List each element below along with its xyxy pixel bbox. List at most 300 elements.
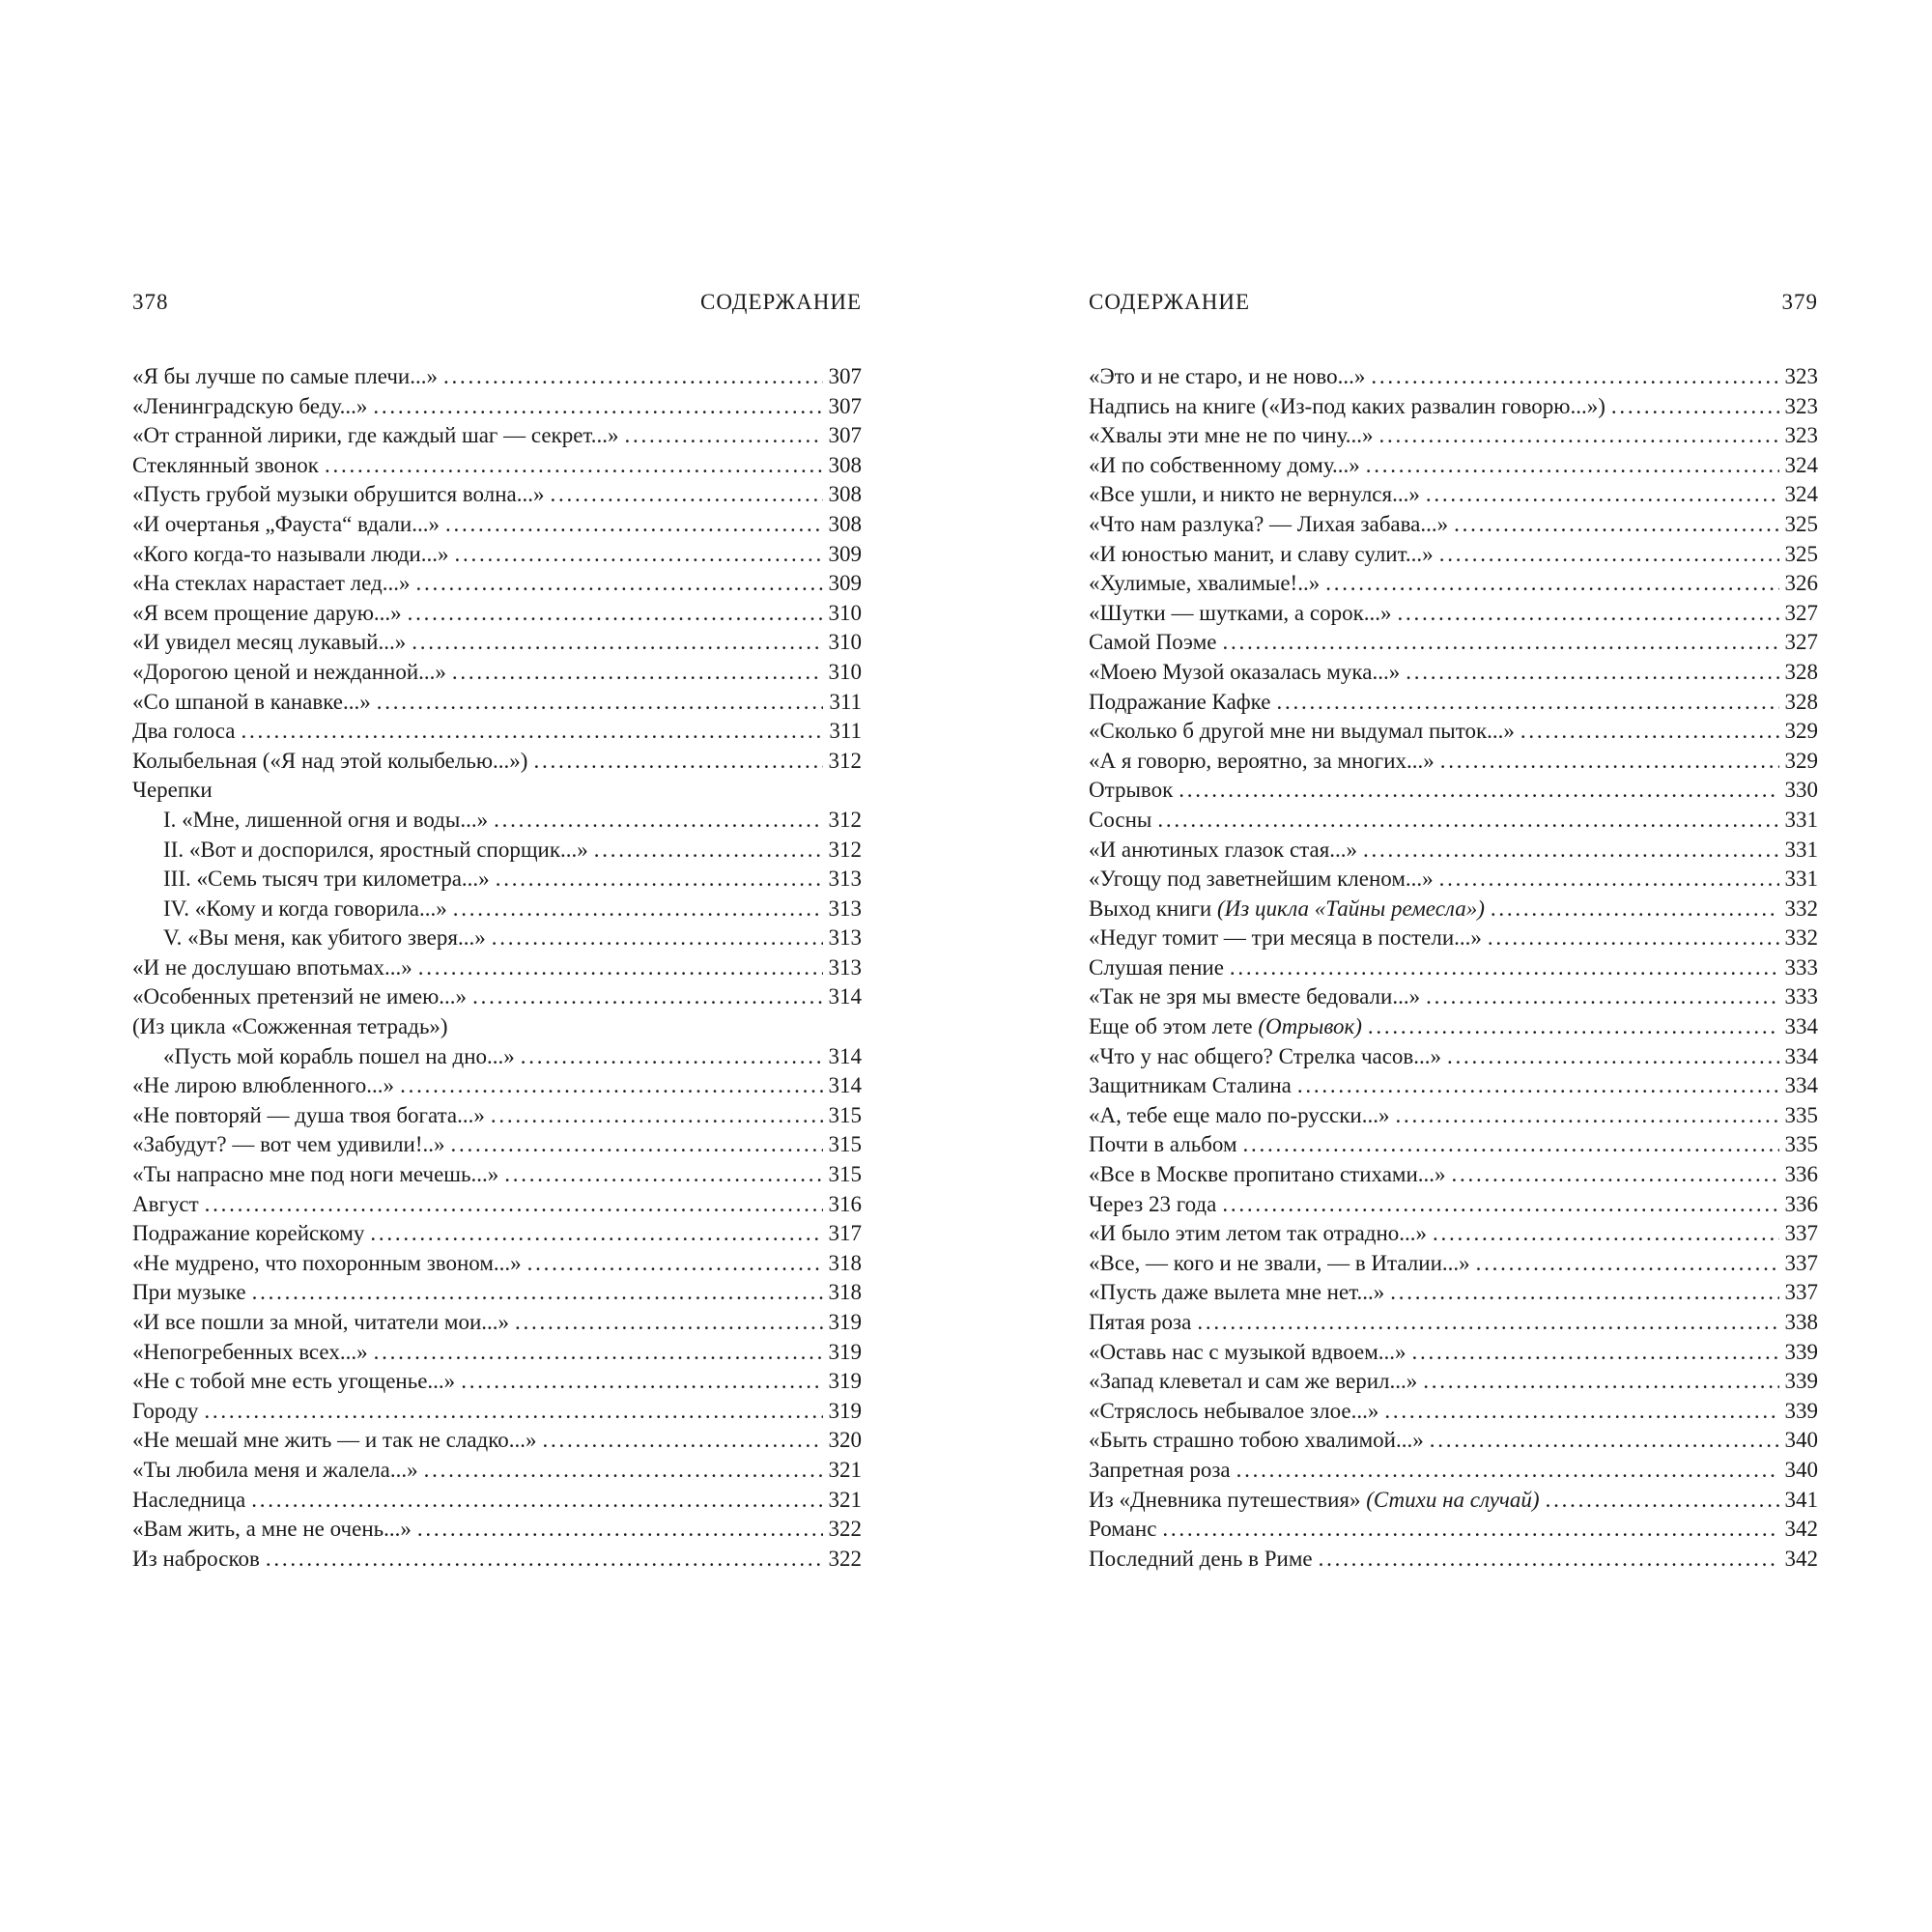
page-number: 378 (132, 290, 169, 314)
entry-title-text: II. «Вот и доспорился, яростный спорщик...» (163, 837, 588, 862)
entry-title (132, 776, 213, 806)
entry-page-number: 325 (1784, 541, 1818, 566)
entry-title-text: Еще об этом лете (1089, 1014, 1253, 1039)
dot-leader (1368, 1012, 1779, 1042)
dot-leader (417, 1515, 823, 1545)
dot-leader (494, 806, 822, 836)
entry-title (132, 1101, 485, 1131)
toc-entry (1089, 480, 1818, 510)
toc-entry (132, 569, 862, 599)
entry-title-text: I. «Мне, лишенной огня и воды...» (163, 807, 489, 832)
entry-title (163, 836, 588, 866)
entry-title-text: Колыбельная («Я над этой колыбелью...») (132, 748, 528, 773)
entry-title-text: «Не с тобой мне есть угощенье...» (132, 1369, 456, 1394)
entry-page-number: 325 (1784, 511, 1818, 536)
entry-page-number: 320 (828, 1428, 862, 1453)
dot-leader (453, 895, 823, 924)
entry-page-number: 307 (828, 364, 862, 388)
dot-leader (415, 569, 822, 599)
entry-title-text: Защитникам Сталина (1089, 1073, 1292, 1098)
toc-entry (132, 1456, 862, 1486)
toc-entry (1089, 717, 1818, 747)
entry-title (1089, 451, 1360, 481)
entry-page-number: 310 (828, 600, 862, 625)
entry-title-text: Городу (132, 1398, 199, 1423)
entry-title (132, 1515, 412, 1545)
toc-entry (132, 392, 862, 422)
entry-title (132, 1012, 448, 1042)
entry-page-number: 327 (1784, 600, 1818, 625)
toc-entry (132, 1545, 862, 1575)
dot-leader (1488, 923, 1779, 953)
entry-title (132, 688, 371, 718)
toc-list (1089, 362, 1818, 1574)
toc-entry (132, 923, 862, 953)
dot-leader (325, 451, 823, 481)
entry-title (1089, 362, 1365, 392)
entry-page-number: 315 (828, 1102, 862, 1127)
toc-entry (1089, 1130, 1818, 1160)
dot-leader (527, 1249, 823, 1279)
entry-title-text: «Я бы лучше по самые плечи...» (132, 364, 438, 388)
entry-title (1089, 747, 1435, 777)
entry-title (1089, 540, 1434, 570)
entry-title (1089, 1130, 1237, 1160)
toc-entry (132, 658, 862, 688)
entry-title (132, 1219, 364, 1249)
dot-leader (1439, 865, 1779, 895)
dot-leader (443, 362, 823, 392)
entry-title (132, 599, 402, 629)
entry-title (132, 747, 527, 777)
entry-title (132, 1367, 455, 1397)
toc-entry (132, 1486, 862, 1516)
entry-page-number: 322 (828, 1546, 862, 1571)
dot-leader (252, 1278, 823, 1308)
entry-page-number: 312 (828, 837, 862, 862)
entry-title-text: Из набросков (132, 1546, 260, 1571)
entry-title-text: «И не дослушаю впотьмах...» (132, 954, 412, 980)
entry-page-number: 332 (1784, 895, 1818, 921)
toc-entry (1089, 599, 1818, 629)
entry-title (1089, 1338, 1406, 1368)
entry-page-number: 337 (1784, 1221, 1818, 1246)
left-page (132, 290, 862, 1574)
dot-leader (1395, 1101, 1778, 1131)
dot-leader (1297, 1071, 1779, 1101)
toc-entry (132, 628, 862, 658)
entry-title (1089, 1397, 1378, 1427)
entry-title (1089, 628, 1217, 658)
entry-page-number: 315 (828, 1132, 862, 1157)
entry-title-text: «Сколько б другой мне ни выдумал пыток...» (1089, 719, 1515, 744)
entry-page-number: 323 (1784, 364, 1818, 388)
entry-title (132, 717, 236, 747)
entry-page-number: 342 (1784, 1546, 1818, 1571)
entry-page-number: 341 (1784, 1487, 1818, 1512)
dot-leader (251, 1486, 822, 1516)
entry-title (132, 1486, 245, 1516)
toc-entry (1089, 836, 1818, 866)
toc-entry (1089, 688, 1818, 718)
entry-page-number: 317 (828, 1221, 862, 1246)
entry-title (1089, 895, 1485, 924)
toc-entry (132, 1515, 862, 1545)
entry-title (132, 421, 619, 451)
running-head: СОДЕРЖАНИЕ (1089, 290, 1251, 314)
entry-title-text: «А, тебе еще мало по-русски...» (1089, 1102, 1390, 1127)
entry-page-number: 318 (828, 1250, 862, 1275)
right-page (1089, 290, 1818, 1574)
entry-page-number: 334 (1784, 1014, 1818, 1039)
entry-page-number: 324 (1784, 482, 1818, 507)
entry-title (1089, 688, 1271, 718)
entry-title (132, 1160, 498, 1190)
entry-title (132, 953, 412, 983)
dot-leader (1366, 451, 1779, 481)
entry-title (132, 1190, 199, 1220)
page-number: 379 (1781, 290, 1818, 314)
toc-entry (1089, 1042, 1818, 1072)
dot-leader (205, 1190, 823, 1220)
entry-title-text: «Не мудрено, что похоронным звоном...» (132, 1250, 522, 1275)
toc-list (132, 362, 862, 1574)
entry-title (1089, 1367, 1417, 1397)
toc-entry (132, 865, 862, 895)
toc-entry (1089, 451, 1818, 481)
entry-title-text: «Особенных претензий не имею...» (132, 984, 468, 1009)
entry-title (1089, 1515, 1156, 1545)
dot-leader (550, 480, 822, 510)
toc-entry (1089, 1545, 1818, 1575)
dot-leader (1452, 1160, 1779, 1190)
running-head: СОДЕРЖАНИЕ (699, 290, 862, 314)
entry-title-text: Отрывок (1089, 778, 1174, 803)
entry-page-number: 340 (1784, 1457, 1818, 1482)
entry-page-number: 313 (828, 954, 862, 980)
entry-page-number: 332 (1784, 925, 1818, 951)
entry-title-text: «На стеклах нарастает лед...» (132, 571, 411, 596)
entry-title-text: «Угощу под заветнейшим кленом...» (1089, 867, 1434, 892)
entry-title-text: Выход книги (1089, 895, 1212, 921)
entry-title (132, 982, 467, 1012)
entry-page-number: 328 (1784, 689, 1818, 714)
dot-leader (1433, 1219, 1778, 1249)
entry-page-number: 314 (828, 984, 862, 1009)
entry-title-text: «И по собственному дому...» (1089, 452, 1360, 477)
entry-page-number: 310 (828, 630, 862, 655)
entry-title-text: «Не повторяй — душа твоя богата...» (132, 1102, 485, 1127)
dot-leader (1243, 1130, 1779, 1160)
entry-title (1089, 836, 1357, 866)
entry-title (1089, 982, 1420, 1012)
entry-title-text: «И анютиных глазок стая...» (1089, 837, 1358, 862)
entry-page-number: 339 (1784, 1398, 1818, 1423)
dot-leader (1390, 1278, 1778, 1308)
entry-page-number: 312 (828, 748, 862, 773)
dot-leader (1325, 569, 1778, 599)
entry-title-text: «Со шпаной в канавке...» (132, 689, 371, 714)
entry-page-number: 335 (1784, 1102, 1818, 1127)
toc-entry (132, 1160, 862, 1190)
entry-title-text: (Из цикла «Сожженная тетрадь») (132, 1014, 448, 1039)
entry-page-number: 340 (1784, 1428, 1818, 1453)
entry-page-number: 313 (828, 895, 862, 921)
entry-title-text: Стеклянный звонок (132, 452, 319, 477)
entry-title-text: «Оставь нас с музыкой вдвоем...» (1089, 1339, 1406, 1364)
entry-title-text: «Недуг томит — три месяца в постели...» (1089, 925, 1482, 951)
entry-title (132, 362, 438, 392)
toc-entry (132, 1397, 862, 1427)
dot-leader (1406, 658, 1778, 688)
toc-entry (1089, 421, 1818, 451)
dot-leader (408, 599, 823, 629)
entry-title-text: Подражание Кафке (1089, 689, 1271, 714)
toc-entry (1089, 1160, 1818, 1190)
dot-leader (445, 510, 823, 540)
toc-entry (1089, 895, 1818, 924)
entry-title-text: Через 23 года (1089, 1191, 1217, 1216)
toc-entry (1089, 362, 1818, 392)
entry-title (163, 865, 490, 895)
entry-title (1089, 1456, 1231, 1486)
toc-entry (132, 1101, 862, 1131)
toc-entry (132, 1426, 862, 1456)
toc-entry (1089, 1101, 1818, 1131)
dot-leader (412, 628, 822, 658)
entry-title-text: «Все, — кого и не звали, — в Италии...» (1089, 1250, 1470, 1275)
dot-leader (1430, 1426, 1779, 1456)
entry-title (132, 1308, 509, 1338)
dot-leader (204, 1397, 822, 1427)
entry-title (1089, 923, 1482, 953)
dot-leader (1179, 776, 1778, 806)
entry-title (132, 451, 319, 481)
dot-leader (1223, 628, 1779, 658)
toc-entry (132, 1130, 862, 1160)
entry-title (1089, 806, 1151, 836)
toc-entry (132, 1308, 862, 1338)
entry-title-text: «И было этим летом так отрадно...» (1089, 1221, 1428, 1246)
entry-title (1089, 953, 1224, 983)
entry-title-text: «Вам жить, а мне не очень...» (132, 1517, 412, 1542)
toc-entry (132, 480, 862, 510)
entry-page-number: 319 (828, 1398, 862, 1423)
entry-title (132, 480, 544, 510)
entry-subtitle: (Из цикла «Тайны ремесла») (1217, 895, 1485, 921)
entry-title (163, 895, 447, 924)
entry-title (1089, 1426, 1424, 1456)
toc-entry (1089, 953, 1818, 983)
entry-page-number: 308 (828, 452, 862, 477)
dot-leader (400, 1071, 822, 1101)
dot-leader (1447, 1042, 1778, 1072)
entry-page-number: 313 (828, 925, 862, 951)
entry-title-text: «Ленинградскую беду...» (132, 393, 368, 418)
dot-leader (266, 1545, 823, 1575)
toc-entry (1089, 1515, 1818, 1545)
entry-title-text: «От странной лирики, где каждый шаг — секрет...» (132, 423, 619, 448)
entry-title-text: «Что нам разлука? — Лихая забава...» (1089, 511, 1449, 536)
toc-entry (1089, 1278, 1818, 1308)
entry-title (132, 510, 440, 540)
entry-title (1089, 1042, 1441, 1072)
entry-title-text: Из «Дневника путешествия» (1089, 1487, 1361, 1512)
entry-title (1089, 1219, 1427, 1249)
entry-title-text: IV. «Кому и когда говорила...» (163, 895, 447, 921)
entry-title-text: Два голоса (132, 719, 236, 744)
entry-page-number: 326 (1784, 571, 1818, 596)
entry-title (132, 1426, 537, 1456)
entry-title-text: «Все в Москве пропитано стихами...» (1089, 1162, 1446, 1187)
dot-leader (1277, 688, 1779, 718)
entry-title (1089, 510, 1448, 540)
dot-leader (521, 1042, 823, 1072)
entry-title-text: Запретная роза (1089, 1457, 1231, 1482)
toc-entry (132, 747, 862, 777)
dot-leader (461, 1367, 822, 1397)
dot-leader (1197, 1308, 1778, 1338)
entry-title-text: «Пусть даже вылета мне нет...» (1089, 1280, 1385, 1305)
toc-entry (132, 1071, 862, 1101)
entry-title-text: Надпись на книге («Из-под каких развалин говорю...») (1089, 393, 1605, 418)
entry-page-number: 311 (829, 689, 862, 714)
dot-leader (1440, 747, 1779, 777)
entry-title-text: «Дорогою ценой и нежданной...» (132, 659, 446, 684)
dot-leader (533, 747, 822, 777)
toc-entry (1089, 1071, 1818, 1101)
dot-leader (242, 717, 824, 747)
dot-leader (472, 982, 822, 1012)
entry-title-text: «Хвалы эти мне не по чину...» (1089, 423, 1374, 448)
entry-title (163, 806, 488, 836)
dot-leader (1439, 540, 1779, 570)
toc-entry (1089, 1456, 1818, 1486)
toc-entry (132, 540, 862, 570)
entry-page-number: 323 (1784, 393, 1818, 418)
toc-entry (1089, 1486, 1818, 1516)
entry-page-number: 337 (1784, 1250, 1818, 1275)
entry-title (163, 923, 486, 953)
entry-title (1089, 1278, 1384, 1308)
entry-title-text: Сосны (1089, 807, 1152, 832)
entry-title (1089, 1101, 1389, 1131)
toc-entry (132, 953, 862, 983)
entry-title-text: Самой Поэме (1089, 630, 1217, 655)
dot-leader (424, 1456, 823, 1486)
dot-leader (454, 540, 822, 570)
toc-entry (132, 1249, 862, 1279)
entry-page-number: 310 (828, 659, 862, 684)
entry-page-number: 339 (1784, 1339, 1818, 1364)
dot-leader (1157, 806, 1778, 836)
dot-leader (370, 1219, 822, 1249)
entry-page-number: 342 (1784, 1517, 1818, 1542)
dot-leader (1363, 836, 1778, 866)
entry-page-number: 309 (828, 571, 862, 596)
entry-page-number: 307 (828, 393, 862, 418)
toc-entry (1089, 1190, 1818, 1220)
dot-leader (374, 1338, 823, 1368)
entry-title (1089, 480, 1420, 510)
entry-title (1089, 1160, 1446, 1190)
toc-entry (1089, 806, 1818, 836)
entry-page-number: 316 (828, 1191, 862, 1216)
entry-page-number: 331 (1784, 807, 1818, 832)
dot-leader (1412, 1338, 1779, 1368)
dot-leader (451, 1130, 823, 1160)
entry-page-number: 334 (1784, 1073, 1818, 1098)
entry-title-text: Почти в альбом (1089, 1132, 1237, 1157)
entry-page-number: 338 (1784, 1310, 1818, 1334)
entry-page-number: 308 (828, 511, 862, 536)
entry-title-text: Последний день в Риме (1089, 1546, 1313, 1571)
dot-leader (1476, 1249, 1779, 1279)
entry-title (1089, 1308, 1191, 1338)
entry-page-number: 328 (1784, 659, 1818, 684)
entry-title-text: Романс (1089, 1517, 1157, 1542)
entry-title-text: «Быть страшно тобою хвалимой...» (1089, 1428, 1424, 1453)
entry-page-number: 312 (828, 807, 862, 832)
dot-leader (625, 421, 823, 451)
toc-entry (1089, 569, 1818, 599)
entry-title (132, 1278, 246, 1308)
toc-entry (1089, 1338, 1818, 1368)
toc-entry (132, 1042, 862, 1072)
entry-page-number: 321 (828, 1457, 862, 1482)
dot-leader (373, 392, 822, 422)
entry-title (132, 1545, 260, 1575)
toc-entry (1089, 1012, 1818, 1042)
toc-section-heading (132, 1012, 862, 1042)
entry-page-number: 334 (1784, 1043, 1818, 1068)
entry-title (163, 1042, 515, 1072)
toc-entry (132, 982, 862, 1012)
toc-entry (132, 1338, 862, 1368)
entry-title (132, 1397, 198, 1427)
dot-leader (1520, 717, 1779, 747)
entry-title-text: «И увидел месяц лукавый...» (132, 630, 407, 655)
dot-leader (1491, 895, 1779, 924)
page-header (132, 290, 862, 319)
entry-title-text: «Не мешай мне жить — и так не сладко...» (132, 1428, 537, 1453)
entry-title-text: Черепки (132, 778, 213, 803)
toc-entry (1089, 510, 1818, 540)
entry-title (132, 1071, 394, 1101)
entry-title (132, 540, 448, 570)
toc-entry (1089, 982, 1818, 1012)
dot-leader (1546, 1486, 1779, 1516)
entry-title-text: «А я говорю, вероятно, за многих...» (1089, 748, 1435, 773)
toc-entry (1089, 747, 1818, 777)
entry-page-number: 314 (828, 1073, 862, 1098)
entry-title (132, 1338, 368, 1368)
toc-entry (1089, 1397, 1818, 1427)
entry-title-text: «И очертанья „Фауста“ вдали...» (132, 511, 440, 536)
entry-page-number: 339 (1784, 1369, 1818, 1394)
entry-title (1089, 569, 1320, 599)
entry-title (1089, 1249, 1470, 1279)
dot-leader (496, 865, 823, 895)
entry-title (1089, 599, 1392, 629)
entry-title (132, 569, 410, 599)
dot-leader (377, 688, 824, 718)
dot-leader (1398, 599, 1779, 629)
dot-leader (1426, 480, 1779, 510)
dot-leader (492, 923, 823, 953)
entry-title-text: «Что у нас общего? Стрелка часов...» (1089, 1043, 1442, 1068)
entry-page-number: 324 (1784, 452, 1818, 477)
